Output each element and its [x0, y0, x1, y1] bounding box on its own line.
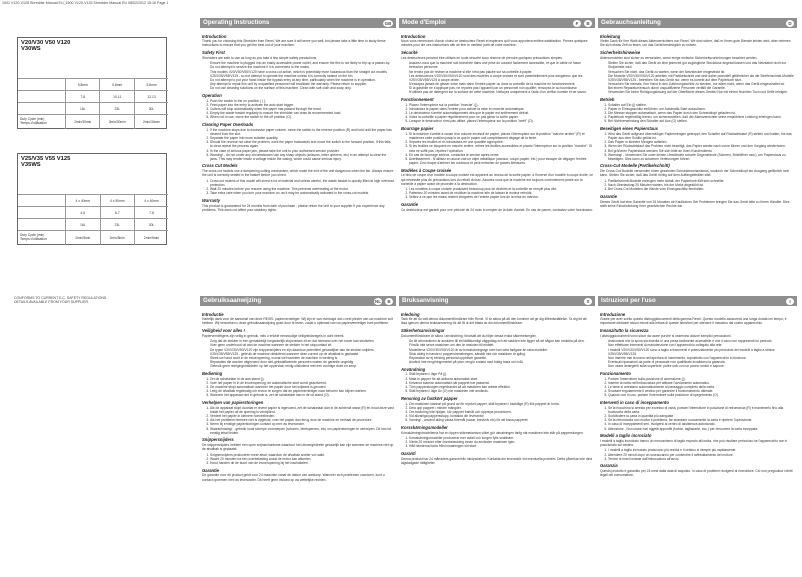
instruction-list [401, 436, 593, 448]
list-item: • Assurez-vous que la machine soit branchée dans une prise de courant facilement accessible, et que le câble ne fasse trébucher personne. [409, 61, 593, 69]
list-item: • Versuchen Sie niemals, Ihre Hand in den Zuführungsschlitz zu stecken, vor allem nicht, wenn das Gerät eingeschaltet ist. [608, 82, 795, 86]
section-heading: Cross-Cut Modelle (Partikelschnitt) [600, 163, 670, 169]
list-item: 1. Wird das Gerät aufgrund übermäßiger Papiermengen gestoppt, den Schalter auf Rückwärtslauf (R) stellen und halten, bis das Papier aus dem Schlitz gelöst ist. [608, 132, 795, 140]
list-item: 5. Warning! - do not under any circumstances use any sharp objects (scissors, letter openers, etc) in an attempt to clear the jams. This may render inside a voltage inside the casing, which could cause serious injury. [210, 153, 394, 161]
paragraph: Vielen Dank für Ihre Wahl dieses Aktenvernichters von Rexel. Wir sind sicher, daß er Ihnen gute Dienste leisten wird, aber nehmen Sie sich etwas Zeit zu lesen, um das Gerät bestmöglich zu nutzen. [600, 39, 791, 48]
list-item: 4. In caso di inceppamenti seri, rivolgersi al centro di assistenza autorizzato. [608, 422, 795, 426]
list-item: 3. Die Messer stoppen automatisch, wenn das Papier durch den Schneidkopf gelaufen ist. [608, 111, 795, 115]
instruction-list [202, 179, 394, 196]
section-heading: Verhelpen van papierstoringen [202, 399, 264, 405]
list-item: 3. Veillez à ce que les mains restent éloignées de l'entrée papier lors de la mise en marche. [409, 195, 593, 199]
paragraph: The cross cut models use a dampening cutting mechanism, which make the exit of the unit dangerous when the bin. Always ensure the unit is correctly seated in the basket before you shred. [202, 169, 394, 178]
list-item: 2. Suddividere la carta in quantità più adeguate. [608, 414, 795, 418]
list-item: 5. Wanneer het apparaat niet in gebruik is, zet de schakelaar dan in de uit stand (O). [210, 393, 394, 397]
list-item: • Do not attempt to put your hand inside the bypass entry at any time, particularly when the machine is in operation. [210, 78, 394, 82]
table-row: 16L 23L 30L [18, 219, 168, 231]
list-item: 3. Cutters will stop automatically when the paper has passed through the head. [210, 107, 394, 111]
list-item: 4. Leeg de afvalbak regelmatig om ervoor te zorgen dat de papiervernietiger naar behoren kan blijven werken. [210, 389, 394, 393]
list-item: 1. Portare l'interruttore sulla posizione di accensione (|). [608, 377, 795, 381]
spec-table [18, 78, 168, 129]
list-item: 2. Feed paper into the entry to activate the auto start trigger. [210, 103, 394, 107]
list-item: • N'essayez jamais de glisser votre main dans l'entrée papier ou dans la corbeille de la machine en fonctionnement. [409, 82, 593, 86]
paragraph: Shredders are safe to use as long as you take a few simple safety precautions. [202, 55, 318, 60]
list-item: 3. Håll händerna borta från inmatningen vid start. [409, 444, 593, 448]
list-item: • Non effettuare interventi di manutenzione con l'apparecchio collegato alla rete. [608, 343, 795, 347]
section-title: Istruzioni per l'uso [601, 297, 656, 304]
list-item: • Any attempt to repair this unit by unqualified personnel will invalidate the warranty. Please return to supplier. [210, 82, 394, 86]
list-item: • Zorg dat de stekker in een gemakkelijk toegankelijk stopcontact zit en dat niemand over het snoer kan struikelen. [210, 339, 394, 343]
list-item: 1. If the machine stops due to excessive paper volume, move the switch to the reverse position (R) and hold until the paper has cleared from the slot. [210, 128, 394, 136]
list-item: 2. Séparez les feuilles et ré-introduisez-en une quantité appropriée. [409, 140, 593, 144]
instruction-list [401, 187, 593, 199]
list-item: 5. Avertissement - N'utilisez en aucun cas un objet métallique (ciseaux, coupe-papier, etc.) pour essayer de dégager l'entrée papier. Ceci risque d'abîmer les couteaux et peut entraîner de graves blessures. [409, 157, 593, 165]
section-header-italian [598, 296, 797, 306]
list-item: • Assicurarsi che la spina sia inserita in una presa facilmente accessibile e che il cavo non rappresenti un pericolo. [608, 339, 795, 343]
instruction-list [600, 179, 795, 191]
spec-box-title: V20/V30 V50 V120 V30WS [21, 40, 71, 53]
instruction-list [401, 103, 593, 124]
paragraph: Korsskärningsmodellerna har en öppen skärmekanism vilket gör utmatningen farlig när maskinen inte står på papperskorgen. [401, 430, 584, 435]
section-heading: Garantie [401, 202, 418, 208]
paragraph: De garantie voor dit product geldt voor 24 maanden vanaf de datum van aankoop. Wanneer zich problemen voordoen, kunt u contact opnemen met uw leverancier. Dit heeft geen invloed op uw wettelijke rechten. [202, 473, 385, 482]
list-item: 2. Das Papier in kleinere Mengen aufteilen. [608, 140, 795, 144]
section-heading: Veiligheid voor alles ! [202, 328, 245, 334]
section-title: Mode d'Emploi [402, 19, 446, 26]
list-item: 1. Schalter auf Ein (|) stellen. [608, 103, 795, 107]
section-heading: Clearing Paper Overloads [202, 121, 254, 127]
list-item: 5. Bei Nichtverwendung den Schalter auf Aus (O) stellen. [608, 119, 795, 123]
list-item: 2. Nach Überlastung 20 Minuten warten, bis der Motor abgekühlt ist. [608, 183, 795, 187]
section-heading: Garantie [600, 193, 617, 199]
language-tag: F [573, 20, 581, 27]
paragraph: I modelli a taglio incrociato hanno un meccanismo di taglio esposto all'uscita, che può risultare pericoloso se l'apparecchio non è posizionato sul cestino. [600, 438, 788, 448]
table-row: Duty Cycle (min) Temps d'utilisation 2min/5min 2min/5min 2min/5min [18, 231, 168, 245]
paragraph: This product is guaranteed for 24 months from date of purchase - please return the unit to your supplier if you experience any problems. This does not affect your statutory rights. [202, 203, 385, 212]
list-item: • Stick aldrig in handen i pappersinmatningen, särskilt inte när maskinen är igång. [409, 352, 593, 356]
paragraph: Dieses Gerät hat eine Garantie von 24 Monaten ab Kaufdatum. Bei Problemen bringen Sie das Gerät bitte zu Ihrem Händler. Dies stellt keine Einschränkung Ihrer gesetzlichen Rechte dar. [600, 199, 790, 208]
instruction-list [600, 406, 795, 431]
section-heading: Interventi in caso di inceppamento [600, 399, 669, 405]
paragraph: Nous vous remercions d'avoir choisi ce destructeur Rexel et espérons qu'il vous apportera entière satisfaction. Prenez quelques minutes pour lire ces instructions afin de tirer le meilleur parti de votre machine. [401, 39, 588, 48]
list-item: 4. Videz la corbeille à papier régulièrement pour ne pas gêner la sortie papier. [409, 115, 593, 119]
list-item: • N'utilisez pas de détergent sur la surface de cette machine. Nettoyez uniquement à l'aide d'un chiffon humide et de savon. [409, 90, 593, 94]
list-item: 3. Wenn der Rückwärtslauf das Problem nicht beseitigt, das Papier wieder nach vorne führen und den Vorgang wiederholen. [608, 144, 795, 148]
list-item: • Reparaties die worden uitgevoerd door niet-gekwalificeerde personen maken de garantie ongeldig. [210, 360, 394, 364]
instruction-list [600, 377, 795, 398]
list-item: 1. Partikelschnitt-Modelle erzeugen mehr Abfall; der Papierkorb füllt sich schneller. [608, 179, 795, 183]
section-heading: Garantie [202, 467, 219, 473]
list-item: 3. Should the reverse not clear the problem, work the paper backwards and move the switch to the forward position, if this fails to clear repeat the process again. [210, 140, 394, 148]
list-item: 3. Houd handen uit de buurt van de invoeropening bij het inschakelen. [210, 461, 394, 465]
list-item: • Versuchen Sie nicht, das Gerät zu warten, wenn der Netzstecker eingesteckt ist. [608, 70, 795, 74]
list-item: 5. Warnung! - Verwenden Sie unter keinen Umständen scharfe Gegenstände (Scheren, Brieföffner usw.), um Papierstaus zu beseitigen. Dies kann zu schweren Verletzungen führen. [608, 153, 795, 161]
list-item: 5. When not in use, move the switch to the off position (O). [210, 115, 394, 119]
list-item: 3. Tenere le mani lontane dall'imboccatura all'avvio. [608, 457, 795, 461]
section-heading: Garanzia [600, 463, 618, 469]
section-heading: Einleitung [600, 33, 621, 39]
list-item: 2. Vänta 20 minuter efter överbelastning innan du använder maskinen igen. [409, 440, 593, 444]
list-item: 1. Se la macchina si arresta per eccesso di carta, portare l'interruttore in posizione di retromarcia (R) e mantenerlo fino alla fuoriuscita della carta. [608, 406, 795, 414]
list-item: • Modellerna V20/V30/V50/V120 är av korsskärningstyp som kan vara farligare än raka modeller. [409, 348, 593, 352]
list-item: • This models V20/V30/V50/V120 have a cross cut action, which is potentially more hazardous than the straight cut models V25/V35/V55/V125 - so not attempt to operate the machine unless it is correctly seated on the bin. [210, 70, 394, 78]
list-item: 1. Si la machine s'arrête à cause d'un volume excessif de papier, placez l'interrupteur sur la position "marche arrière" (R) et maintenez cette position jusqu'à ce que le papier soit complètement dégagé de la fente. [409, 132, 593, 140]
table-row: 7-8 10-11 12-13 [18, 91, 168, 103]
paragraph: Le bloc de coupe d'un modèle à coupe croisée est apparent au niveau de la sortie papier, à l'inverse d'un modèle à coupe droite, ce qui nécessite plus de précautions lors du retrait du bac. Assurez-vous que la machine est toujours correctement posée sur la corbeille à papier avant de procéder à la destruction. [401, 173, 593, 186]
list-item: 1. Snippersnijders produceren meer afval, waardoor de afvalbak sneller vol raakt. [210, 453, 394, 457]
list-item: 4. Papierkorb regelmäßig leeren, um sicherzustellen, daß der Aktenvernichter seine empfohlene Leistung erbringen kann. [608, 115, 795, 119]
paragraph: I distruggidocumenti sono sicuri da usare purché si osservino alcune semplici precauzioni. [600, 333, 732, 338]
section-heading: Warranty [202, 197, 221, 203]
paragraph: Denna produkt har 24 månaders garanti från inköpsdatum. Kontakta din leverantör vid eventuella problem. Detta påverkar inte dina lagstadgade rättigheter. [401, 456, 593, 465]
section-heading: Sicherheitshinweise [600, 50, 641, 56]
list-item: 3. Se la retromarcia non risolve il problema, far avanzare nuovamente la carta e ripetere l'operazione. [608, 418, 795, 422]
column-english [202, 31, 394, 293]
spec-box-stripcut [17, 153, 167, 245]
list-item: 1. Zet de schakelaar in de aan stand (|). [210, 377, 394, 381]
paragraph: Aktenvernichter sind sicher zu verwenden, wenn einige einfache Sicherheitsvorkehrungen beachtet werden. [600, 55, 758, 60]
list-item: 3. Om backning inte hjälper, kör pappret framåt och upprepa proceduren. [409, 410, 593, 414]
list-item: 1. Placez l'interrupteur sur la position "marche" (|). [409, 103, 593, 107]
section-heading: Funzionamento [600, 370, 631, 376]
section-title: Bruksanvisning [402, 297, 449, 304]
list-item: • De typen V20/V30/V50/V120 zijn snippersnijders en zijn daardoor potentieel gevaarlijker dan de stroken snijders V25/V35/V55/V125 - gebruik de machine uitsluitend wanneer deze correct op de afvalbak is geplaatst. [210, 348, 394, 356]
section-title: Gebruiksaanwijzing [203, 297, 262, 304]
paragraph: De snippersnijders hebben een open snijmechanisme waardoor het uitvoergedeelte gevaarlijk kan zijn wanneer de machine niet op de afvalbak is geplaatst. [202, 443, 394, 452]
section-heading: Cross Cut Models [202, 163, 238, 169]
paragraph: Thank you for choosing this Shredder from Rexel. We are sure it will serve you well, but please take a little time to study these instructions to ensure that you get the best out of your machine. [202, 39, 386, 48]
column-swedish [401, 309, 593, 573]
list-item: • Verwenden Sie keine Reinigungslösung auf der Oberfläche dieses Geräts! Nur mit einem feuchten Tuch und Seife reinigen. [608, 90, 795, 94]
list-item: 2. Inserire la carta nell'imboccatura per attivare l'avviamento automatico. [608, 381, 795, 385]
paragraph: Die Cross-Cut Modelle verwenden einen gezahnten Schneidmechanismus, wodurch der Schneidkopf am Ausgang gefährlich sein kann. Stellen Sie sicher, daß das Gerät richtig auf dem Auffangbehälter sitzt. [600, 169, 790, 178]
list-item: 3. Le lame si arrestano automaticamente al passaggio completo della carta. [608, 385, 795, 389]
section-heading: Safety First [202, 50, 225, 56]
section-header-swedish [399, 296, 595, 306]
list-item: • Stellen Sie sicher, daß das Gerät an eine jederzeit gut zugängliche Steckdose angeschlossen und das Netzkabel nicht zur Stolperfalle wird. [608, 61, 795, 69]
section-heading: Snippersnijders [202, 437, 234, 443]
list-item: 3. Als het probleem hiermee niet is opgelost, voer het papier dan terug door de machine en herhaal de procedure. [210, 418, 394, 422]
spec-box-title: V25/V35 V55 V125 V35WS [21, 156, 71, 169]
list-item: 2. Dela upp pappret i mindre mängder. [409, 406, 593, 410]
section-heading: Användning [401, 366, 426, 372]
list-item: • Non inserire mai la mano nell'apertura di inserimento, soprattutto con l'apparecchio in funzione. [608, 356, 795, 360]
table-row: 5.8mm 5.8mm 5.8mm [18, 79, 168, 91]
list-item: 1. Korsskärningsmodeller producerar mer avfall och korgen fylls snabbare. [409, 436, 593, 440]
list-item: • Se till att maskinen är ansluten till ett lättåtkomligt vägguttag och att sladden inte ligger så att någon kan snubbla på den. [409, 339, 593, 343]
list-item: 2. Wait 20 minutes before you resume using the machine. This prevents overheating of the motor. [210, 187, 394, 191]
list-item: 2. Mata in papper för att aktivera automatisk start. [409, 377, 593, 381]
section-heading: Innanzitutto la sicurezza [600, 328, 649, 334]
instruction-list [401, 339, 593, 364]
list-item: 4. Svuotare regolarmente il cestino per garantire il funzionamento ottimale. [608, 389, 795, 393]
section-heading: Modelli a taglio incrociato [600, 433, 652, 439]
list-item: • Non usare detergenti sulla superficie; pulire solo con un panno umido e sapone. [608, 364, 795, 368]
list-item: 4. Bei größeren Papierstaus wenden Sie sich bitte an Ihren Kundendienst. [608, 149, 795, 153]
language-tag: S [584, 298, 592, 305]
section-title: Gebrauchsanleitung [601, 19, 661, 26]
section-header-german [598, 18, 797, 28]
language-tag: D [786, 20, 794, 27]
list-item: 3. Le destructeur s'arrête automatiquement dès que le papier est entièrement détruit. [409, 111, 593, 115]
table-row: 16L 23L 30L [18, 103, 168, 115]
instruction-list [600, 103, 795, 124]
list-item: • Do not use cleaning solutions on the surface of this machine. Clean with soft cloth and soap only. [210, 86, 394, 90]
section-heading: Beseitigen eines Papierstaus [600, 126, 658, 132]
section-header-dutch [200, 296, 396, 306]
section-heading: Sécurité [401, 50, 418, 56]
list-item: 2. Papier in Einzugsschlitz einführen, um Automatik-Start auszulösen. [608, 107, 795, 111]
print-slug: 1541 V120-V125 Shredder Manual EU_1500 V120-V125 Shredder Manual EU 08/02/2012 15:16 Page 1 [2, 1, 169, 5]
paragraph: Dokumentförstörare är säkra i användning, förutsatt att du följer dessa enkla säkerhetsregler. [401, 333, 537, 338]
list-item: 2. Patientez 20 minutes avant de réutiliser la machine afin de laisser le moteur refroidir. [409, 191, 593, 195]
spec-panel [3, 17, 198, 297]
list-item: • Eventuali riparazioni da parte di personale non qualificato invalidano la garanzia. [608, 360, 795, 364]
paragraph: Hartelijk dank voor de aanschaf van deze REXEL papiervernietiger. Wij zijn er van overtuigd dat u veel plezier van uw machine zult hebben. Wij verzoeken u deze gebruiksaanwijzing goed door te lezen, zodat u optimaal van uw papiervernietiger kunt profiteren. [202, 317, 393, 326]
list-item: 1. Om maskinen stannar på grund av för mycket papper, ställ brytaren i backläge (R) tills pappret är borta. [409, 402, 593, 406]
table-row: 4-5 6-7 7-8 [18, 207, 168, 219]
section-heading: Bediening [202, 370, 223, 376]
section-title: Operating Instructions [203, 19, 270, 26]
list-item: 3. Si les feuilles ne bloquent en marche arrière, retirez les feuilles accessibles et placez l'interrupteur sur la position "marche". Si cela ne suffit pas, répétez l'opération. [409, 144, 593, 152]
language-tag: GB [384, 20, 392, 26]
list-item: 5. Waarschuwing! - gebruik nooit scherpe voorwerpen (scharen, briefopeners, etc) om papierstoringen te verhelpen. Dit kan tot ernstig letsel leiden. [210, 427, 394, 435]
list-item: 5. Ställ brytaren i läge Av (O) när maskinen inte används. [409, 389, 593, 393]
instruction-list [600, 61, 795, 94]
column-dutch [202, 309, 394, 573]
list-item: 1. Als de apparaat stopt doordat er teveel papier is ingevoerd, zet de schakelaar dan in de achteruit stand (R) en houd deze vast totdat het papier uit de opening is verwijderd. [210, 406, 394, 414]
list-item: 1. Push the switch to the on position ( | ). [210, 99, 394, 103]
section-header-french [399, 18, 595, 28]
language-tag: B [385, 298, 393, 305]
section-heading: Introductie [202, 311, 224, 317]
section-heading: Garanti [401, 450, 416, 456]
language-tag: NL [375, 298, 381, 304]
list-item: 4. Neem bij ernstige papierstoringen contact op met uw leverancier. [210, 422, 394, 426]
instruction-list [401, 402, 593, 423]
section-heading: Korsskärningsmodeller [401, 424, 448, 430]
list-item: 2. Verdeel het papier in kleinere hoeveelheden. [210, 414, 394, 418]
list-item: • Ensure the machine is plugged into an easily accessible power outlet, and ensure the flex is not likely to trip up a passer-by. [210, 61, 394, 65]
section-heading: Modèles à Coupe croisée [401, 167, 452, 173]
section-heading: Bourrage papier [401, 126, 434, 132]
section-heading: Säkerhetsanvisningar [401, 328, 445, 334]
instruction-list [202, 61, 394, 90]
instruction-list [401, 372, 593, 393]
spec-box-crosscut [17, 37, 167, 129]
paragraph: Ce destructeur est garanti pour une période de 24 mois à compter de la date d'achat. En cas de panne, contactez votre fournisseur. [401, 207, 593, 212]
list-item: 1. Ställ brytaren i läge På (|). [409, 372, 593, 376]
list-item: • Reparation av ej behörig personal upphäver garantin. [409, 356, 593, 360]
list-item: 2. Voer het papier in in de invoeropening; de automatische start wordt geactiveerd. [210, 381, 394, 385]
instruction-list [600, 448, 795, 460]
instruction-list [202, 406, 394, 435]
list-item: 3. De machine stopt automatisch wanneer het papier door het snijwerk is gevoerd. [210, 385, 394, 389]
list-item: 4. Empty the waste basket regularly to ensure the shredder can draw its recommended load. [210, 111, 394, 115]
paragraph: Grazie per aver scelto questo distruggidocumenti della gamma Rexel. Questo modello assicurerà una lunga durata nel tempo; è importante dedicare alcuni minuti alla lettura di queste istruzioni per ottenere il massimo dal vostro apparecchio. [600, 317, 787, 326]
paragraph: Tack för att du valt denna dokumentförstörare från Rexel. Vi är säkra på att den kommer att ge dig tillfredsställelse. Ta dig tid att läsa igenom denna bruksanvisning för att få ut det bästa av din dokumentförstörare. [401, 317, 587, 326]
list-item: • I modelli V20/V30/V50/V120 sono a taglio a frammenti e potenzialmente più pericolosi dei modelli a taglio a strisce V25/V35/V55/V125. [608, 348, 795, 356]
list-item: • Bei einem Reparaturversuch durch unqualifizierte Personen verfällt die Garantie. [608, 86, 795, 90]
instruction-list [600, 339, 795, 368]
section-heading: Operation [202, 92, 222, 98]
column-italian [600, 309, 795, 573]
paragraph: Papiervernietigers zijn veilig in gebruik, mits u enkele eenvoudige veiligheidsregels in acht neemt. [202, 333, 345, 338]
list-item: 1. Les modèles à coupe croisée produisent beaucoup plus de déchets et la corbeille se remplit plus vite. [409, 187, 593, 191]
table-row: Duty Cycle (min) Temps d'utilisation 2min/30min 2min/30min 2min/30min [18, 115, 168, 129]
list-item: 2. Introduisez le papier dans l'entrée pour activer la mise en marche automatique. [409, 107, 593, 111]
list-item: 3. Bei Cross-Cut Modellen die Hände vom Einzugsschlitz fernhalten. [608, 187, 795, 191]
paragraph: Questo prodotto è garantito per 24 mesi dalla data di acquisto. In caso di problemi rivolgersi al rivenditore. Ciò non pregiudica i diritti legali del consumatore. [600, 469, 793, 478]
instruction-list [600, 132, 795, 161]
instruction-list [202, 453, 394, 465]
section-heading: Introduzione [600, 311, 626, 317]
table-row: 4 x 40mm 4 x 50mm 4 x 40mm [18, 195, 168, 207]
list-item: 2. Wacht 20 minuten na een overbelasting zodat de motor kan afkoelen. [210, 457, 394, 461]
instruction-list [202, 99, 394, 120]
list-item: 4. Vid allvarliga pappersstopp, kontakta din leverantör. [409, 414, 593, 418]
list-item: • Si la garantie ne s'applique pas, ne réparez pas l'appareil par un personnel non qualifié; renvoyez-le au fournisseur. [409, 86, 593, 90]
list-item: • Gebruik geen reinigingsmiddelen op het oppervlak; reinig uitsluitend met een vochtige doek en zeep. [210, 364, 394, 368]
instruction-list [202, 128, 394, 161]
list-item: 4. En cas de bourrage sérieux, contactez le service après-vente. [409, 153, 593, 157]
section-heading: Rensning av fastkört papper [401, 395, 458, 401]
list-item: 4. In the case of serious paper jam, please take the unit to your authorised service provider. [210, 149, 394, 153]
conformity-notice: CONFORMS TO CURRENT E.C. SAFETY REGULATIONS. DETAILS AVAILABLE FROM YOUR SUPPLIER. [14, 296, 108, 305]
section-header-english [200, 18, 396, 28]
list-item: 3. Take extra care when you turn your machine on, as it may be automatically activated in the cross-cut models. [210, 191, 394, 195]
list-item: • Steek uw hand nooit in de invoeropening, vooral niet wanneer de machine in werking is. [210, 356, 394, 360]
list-item: 2. Separate the paper into more suitable quantity. [210, 136, 394, 140]
section-heading: Betrieb [600, 97, 615, 102]
list-item: 5. Attenzione - Non usare mai oggetti appuntiti (forbici, tagliacarte, ecc.) per rimuovere la carta inceppata. [608, 427, 795, 431]
list-item: • Die Modelle V20/V30/V50/V120 arbeiten mit Partikelschnitt und sind daher potentiell gefährlicher als die Streifenschnitt-Modelle V25/V35/V55/V125 - betreiben Sie das Gerät nur, wenn es korrekt auf dem Papierkorb sitzt. [608, 74, 795, 82]
list-item: 1. Cross cut models of this model will shred a lot of material and unless careful, the waste basket is quickly filled at high overload protection. [210, 179, 394, 187]
list-item: • Försök inte serva maskinen om den är ansluten till elnätet. [409, 343, 593, 347]
column-french [401, 31, 593, 293]
section-heading: Introduction [202, 33, 227, 39]
list-item: 5. Varning! - använd aldrig vassa föremål (saxar, brevkniv etc) för att lossa papperet. [409, 418, 593, 422]
column-german [600, 31, 795, 293]
list-item: • Använd inte rengöringsmedel på ytan; rengör endast med fuktig trasa och tvål. [409, 360, 593, 364]
instruction-list [401, 61, 593, 94]
instruction-list [401, 132, 593, 165]
instruction-list [202, 377, 394, 398]
list-item: 5. Lorsque le destructeur n'est pas utilisé, placez l'interrupteur sur la position "arrêt" (O). [409, 119, 593, 123]
section-heading: Introduction [401, 33, 426, 39]
spec-table [18, 194, 168, 245]
list-item: 5. Quando non in uso, portare l'interruttore sulla posizione di spegnimento (O). [608, 393, 795, 397]
list-item: 2. Attendere 20 minuti dopo un sovraccarico per consentire il raffreddamento del motore. [608, 453, 795, 457]
list-item: 1. I modelli a taglio incrociato producono più residui e il cestino si riempie più rapidamente. [608, 448, 795, 452]
list-item: • Les destructeurs V20/V30/V50/V120 sont des modèles à coupe croisée et sont potentiellement plus dangereux que les V25/V35/V55/V125 à coupe droite. [409, 74, 593, 82]
list-item: • Ne tentez pas de réviser la machine si elle n'est pas placée sur sa corbeille à papier. [409, 70, 593, 74]
instruction-list [202, 339, 394, 368]
paragraph: Les destructeurs peuvent être utilisés en toute sécurité sous réserve de prendre quelques précautions simples. [401, 55, 563, 60]
list-item: • Do not attempt to service the machine if it is connected to the mains. [210, 65, 394, 69]
section-heading: Inledning [401, 311, 420, 317]
list-item: 4. Töm papperskorgen regelbundet så att maskinen kan arbeta effektivt. [409, 385, 593, 389]
language-tag: I [786, 298, 794, 305]
language-tag: B [584, 20, 592, 27]
section-heading: Fonctionnement [401, 97, 434, 102]
list-item: 3. Knivarna stannar automatiskt när pappret har passerat. [409, 381, 593, 385]
list-item: • Voer geen onderhoud uit aan de machine wanneer de stekker in het stopcontact zit. [210, 343, 394, 347]
